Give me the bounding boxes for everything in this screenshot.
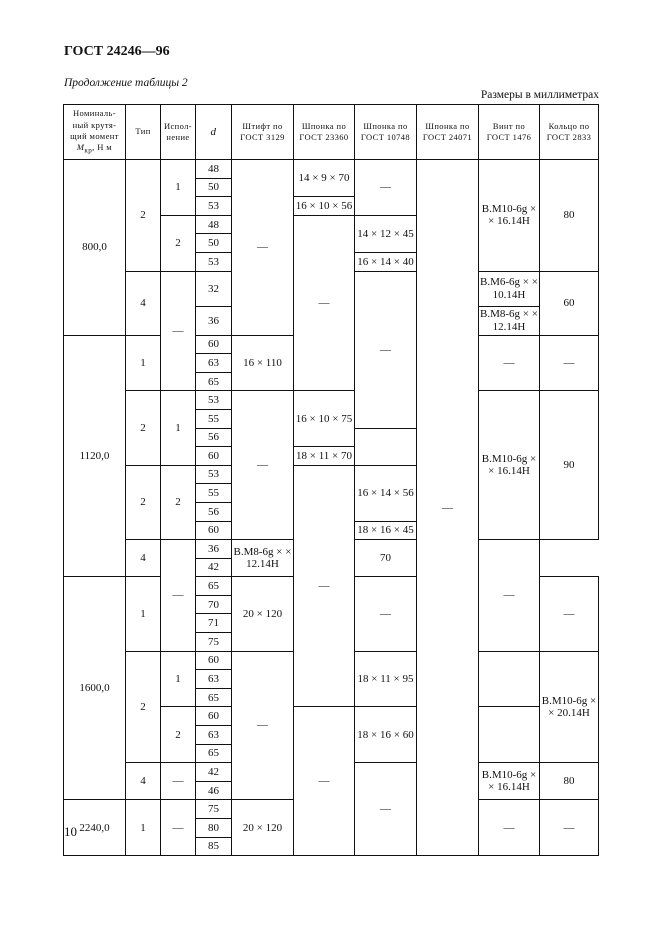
type-cell: 4 [126,271,161,335]
execution-cell: 2 [161,707,196,763]
execution-cell: 2 [161,215,196,271]
type-cell: 2 [126,391,161,465]
diameter-cell: 46 [196,781,232,800]
type-cell: 2 [126,465,161,539]
ring-cell: 80 [540,763,599,800]
table-continuation-caption: Продолжение таблицы 2 [64,77,188,89]
diameter-cell: 56 [196,502,232,521]
diameter-cell: 80 [196,819,232,838]
col-pin [232,105,294,160]
type-cell: 1 [126,335,161,391]
key-23360-cell: — [294,465,355,707]
torque-subscript: кр [84,146,93,155]
document-title: ГОСТ 24246—96 [64,44,170,59]
key-23360-cell: 18 × 11 × 70 [294,447,355,466]
torque-cell: 1600,0 [64,577,126,800]
pin-cell: — [232,160,294,336]
col-key-23360-line-2: ГОСТ 23360 [299,132,349,142]
key-10748-cell: — [355,763,417,856]
diameter-cell: 42 [196,558,232,577]
diameter-cell: 32 [196,271,232,306]
col-ring [540,105,599,160]
pin-cell: 16 × 110 [232,335,294,391]
col-key-24071-line-2: ГОСТ 24071 [422,132,473,142]
key-23360-cell: 16 × 10 × 75 [294,391,355,447]
diameter-cell: 42 [196,763,232,782]
type-cell: 2 [126,651,161,763]
torque-cell: 800,0 [64,160,126,336]
pin-cell: — [232,651,294,800]
type-cell: 1 [126,800,161,856]
col-key-23360-line-1: Шпонка по [301,120,347,131]
key-24071-cell: — [417,160,479,856]
diameter-cell: 60 [196,651,232,670]
pin-cell: 20 × 120 [232,577,294,651]
col-torque-line-1: Номиналь- [72,108,117,119]
col-pin-line-2: ГОСТ 3129 [240,132,285,142]
screw-cell: — [355,577,417,651]
execution-cell: 1 [161,651,196,707]
diameter-cell: 85 [196,837,232,856]
torque-symbol: M [76,141,85,152]
key-23360-cell: 16 × 10 × 56 [294,197,355,216]
key-23360-cell: — [294,707,355,856]
diameter-cell: 53 [196,252,232,271]
execution-cell: 1 [161,160,196,216]
pin-cell: — [232,391,294,540]
col-torque [64,105,126,160]
col-key-10748-line-1: Шпонка по [363,120,408,131]
key-10748-cell [479,651,540,707]
col-torque-line-4: $M_{кр}$, Н м [76,141,113,155]
col-diameter: d [196,105,232,160]
diameter-cell: 65 [196,372,232,391]
execution-cell: — [161,271,196,391]
key-10748-cell: — [355,160,417,216]
diameter-cell: 75 [196,633,232,652]
ring-cell: 90 [540,391,599,540]
col-execution [161,105,196,160]
screw-cell: В.М10-6g × × 16.14Н [479,391,540,540]
diameter-cell: 65 [196,577,232,596]
diameter-cell: 48 [196,215,232,234]
type-cell: 2 [126,160,161,272]
diameter-cell: 60 [196,447,232,466]
header-row [64,105,599,160]
diameter-cell: 65 [196,688,232,707]
execution-cell: — [161,540,196,652]
col-screw-line-2: ГОСТ 1476 [486,132,532,142]
col-key-10748-line-2: ГОСТ 10748 [360,132,411,142]
col-ring-line-1: Кольцо по [548,120,590,131]
screw-cell: — [479,335,540,391]
ring-cell: — [540,335,599,391]
key-10748-cell: 18 × 16 × 60 [355,707,417,763]
table-row [64,391,599,410]
key-10748-cell: 18 × 16 × 45 [355,521,417,540]
key-23360-cell: 14 × 9 × 70 [294,160,355,197]
screw-cell: — [479,800,540,856]
diameter-cell: 55 [196,484,232,503]
diameter-cell: 63 [196,670,232,689]
diameter-cell: 48 [196,160,232,179]
col-type: Тип [126,105,161,160]
diameter-cell: 50 [196,234,232,253]
diameter-cell: 53 [196,391,232,410]
key-10748-cell: 16 × 14 × 40 [355,252,417,271]
ring-cell: 80 [540,160,599,272]
diameter-cell: 36 [196,540,232,559]
diameter-cell: 75 [196,800,232,819]
diameter-cell: 63 [196,726,232,745]
execution-cell: 2 [161,465,196,539]
ring-cell: 70 [355,540,417,577]
col-torque-line-3: щий момент [70,130,119,141]
col-screw [479,105,540,160]
diameter-cell: 63 [196,354,232,373]
screw-cell: В.М10-6g × × 16.14Н [479,763,540,800]
execution-cell: — [161,763,196,800]
col-screw-line-1: Винт по [492,120,526,131]
diameter-cell: 55 [196,409,232,428]
screw-cell: В.М8-6g × × 12.14Н [232,540,294,577]
type-cell: 1 [126,577,161,651]
type-cell: 4 [126,540,161,577]
ring-cell: — [540,800,599,856]
diameter-cell: 36 [196,306,232,335]
diameter-cell: 60 [196,521,232,540]
screw-cell: В.М10-6g × × 16.14Н [479,160,540,272]
ring-cell: — [540,577,599,651]
col-torque-line-2: ный крутя- [72,119,117,130]
torque-unit: Н м [97,141,113,152]
diameter-cell: 56 [196,428,232,447]
table-row [64,160,599,179]
torque-cell: 2240,0 [64,800,126,856]
diameter-cell: 53 [196,197,232,216]
ring-cell: 60 [540,271,599,335]
diameter-cell: 60 [196,335,232,354]
col-ring-line-2: ГОСТ 2833 [546,132,592,142]
screw-cell: В.М6-6g × × 10.14Н [479,271,540,306]
pin-cell: 20 × 120 [232,800,294,856]
diameter-cell: 71 [196,614,232,633]
execution-cell: — [161,800,196,856]
screw-cell: В.М10-6g × × 20.14Н [540,651,599,763]
dimensions-table [63,104,599,856]
diameter-cell: 70 [196,595,232,614]
col-execution-line-2: нение [166,132,190,142]
col-pin-line-1: Штифт по [242,120,283,131]
execution-cell: 1 [161,391,196,465]
key-10748-cell: — [479,540,540,652]
key-10748-cell: — [355,271,417,428]
col-key-10748 [355,105,417,160]
col-key-24071-line-1: Шпонка по [425,120,470,131]
key-23360-cell: 18 × 11 × 95 [355,651,417,707]
torque-cell: 1120,0 [64,335,126,577]
diameter-cell: 65 [196,744,232,763]
col-key-24071 [417,105,479,160]
type-cell: 4 [126,763,161,800]
diameter-cell: 50 [196,178,232,197]
key-23360-cell: — [294,215,355,391]
diameter-cell: 53 [196,465,232,484]
diameter-cell: 60 [196,707,232,726]
page-number: 10 [64,824,77,839]
col-execution-line-1: Испол- [163,120,193,131]
key-10748-cell: 16 × 14 × 56 [355,465,417,521]
screw-cell: В.М8-6g × × 12.14Н [479,306,540,335]
key-10748-cell: 14 × 12 × 45 [355,215,417,252]
col-key-23360 [294,105,355,160]
units-caption: Размеры в миллиметрах [480,89,599,101]
